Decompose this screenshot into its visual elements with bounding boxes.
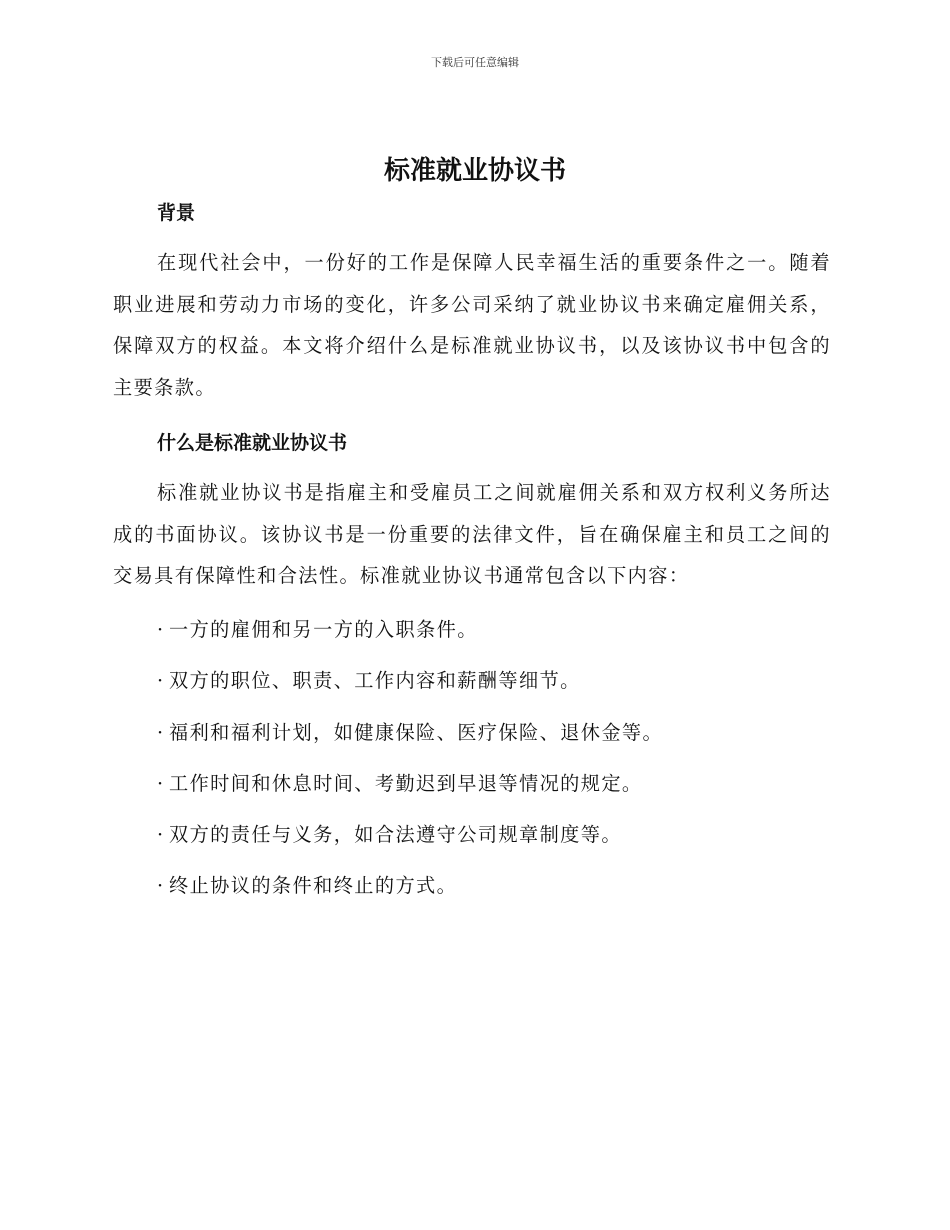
list-item [157, 663, 663, 714]
document-title: 标准就业协议书 [383, 156, 566, 186]
list-item-text: 终止协议的条件和终止的方式。 [169, 874, 458, 898]
section-heading-background: 背景 [157, 202, 196, 224]
section-heading-definition: 什么是标准就业协议书 [157, 432, 348, 454]
list-item-text: 一方的雇佣和另一方的入职条件。 [169, 618, 478, 641]
list-item-text: 工作时间和休息时间、考勤迟到早退等情况的规定。 [169, 771, 643, 795]
bullet-icon: · [157, 618, 165, 641]
list-item-text: 福利和福利计划，如健康保险、医疗保险、退休金等。 [169, 720, 664, 744]
list-item [157, 612, 663, 663]
list-item [157, 766, 663, 817]
paragraph-background: 在现代社会中，一份好的工作是保障人民幸福生活的重要条件之一。随着职业进展和劳动力市场的变化，许多公司采纳了就业协议书来确定雇佣关系，保障双方的权益。本文将介绍什么是标准就业协议书，以及该协议书中包含的主要条款。 [113, 251, 831, 399]
bullet-icon: · [157, 771, 165, 795]
list-item-text: 双方的责任与义务，如合法遵守公司规章制度等。 [169, 823, 622, 847]
list-item [157, 817, 663, 868]
list-item [157, 868, 663, 919]
content-bullet-list [157, 612, 663, 920]
paragraph-definition: 标准就业协议书是指雇主和受雇员工之间就雇佣关系和双方权利义务所达成的书面协议。该协议书是一份重要的法律文件，旨在确保雇主和员工之间的交易具有保障性和合法性。标准就业协议书通常包含以下内容： [113, 481, 831, 587]
bullet-icon: · [157, 720, 165, 744]
bullet-icon: · [157, 874, 165, 898]
list-item [157, 715, 663, 766]
bullet-icon: · [157, 669, 165, 693]
list-item-text: 双方的职位、职责、工作内容和薪酬等细节。 [169, 669, 581, 693]
page-header-note: 下载后可任意编辑 [431, 56, 519, 69]
bullet-icon: · [157, 823, 165, 847]
